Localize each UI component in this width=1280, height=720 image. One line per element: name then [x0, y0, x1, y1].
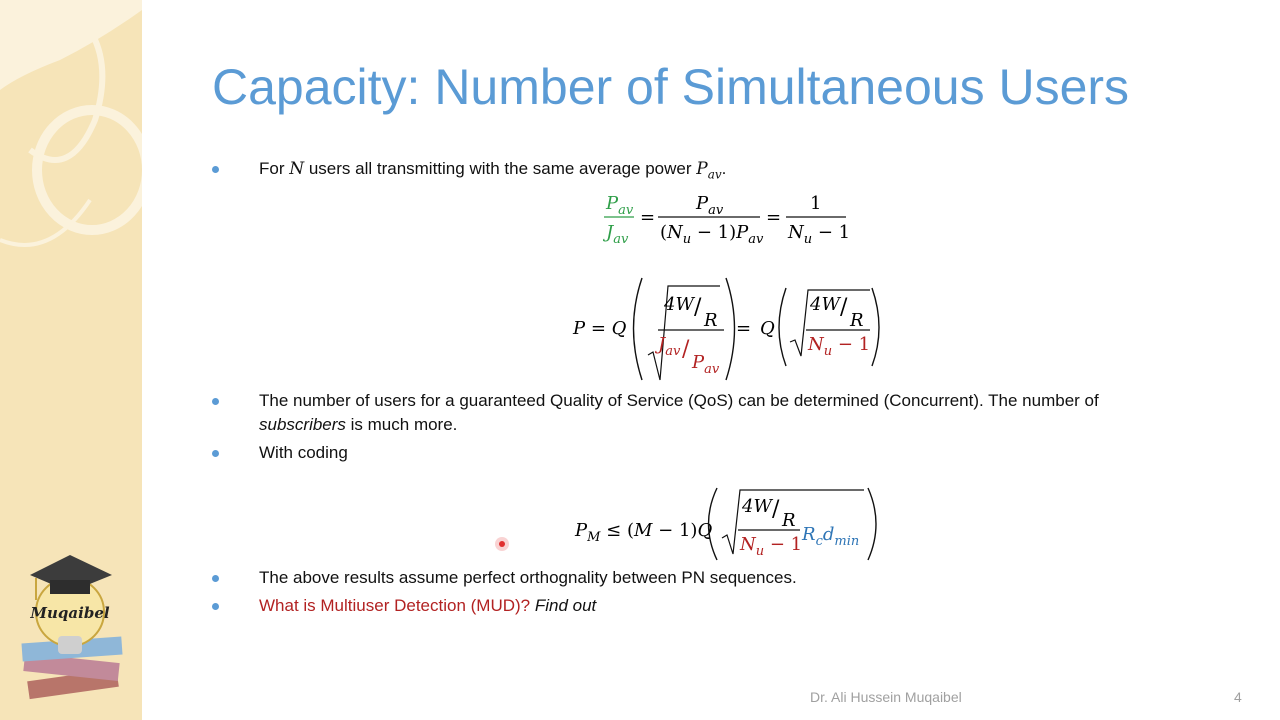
svg-text:R: R: [850, 310, 864, 331]
muqaibel-logo: [0, 0, 142, 720]
page-number: 4: [1234, 689, 1242, 705]
bullet-marker: [212, 166, 219, 173]
equation-coded-error: [572, 484, 892, 564]
bullet-text-1: For N users all transmitting with the same average power $P_{av}$.: [259, 159, 727, 182]
footer-author: Dr. Ali Hussein Muqaibel: [810, 689, 962, 705]
svg-text:(Nu − 1)Pav: $(N_u - 1)P_{av}$: [660, 222, 764, 247]
svg-text:=: =: [736, 318, 752, 339]
svg-text:Nu − 1: $N_u - 1$: [808, 334, 871, 359]
svg-text:4W: 4W: [742, 496, 772, 517]
svg-text:Pav: $P_{av}$: [696, 193, 724, 218]
svg-text:1: 1: [810, 193, 822, 214]
svg-text:=: =: [640, 207, 656, 228]
decorative-sidebar: [0, 0, 142, 720]
svg-text:Q: Q: [760, 318, 775, 339]
bullet-text-5: What is Multiuser Detection (MUD)? Find out: [259, 596, 597, 615]
bullet-marker: [212, 575, 219, 582]
svg-text:/: /: [694, 295, 702, 320]
svg-text:Muqaibel: Muqaibel: [30, 604, 110, 622]
svg-text:R: R: [782, 510, 796, 531]
bullet-marker: [212, 603, 219, 610]
svg-text:Jav: $J_{av}$: [658, 334, 681, 359]
svg-text:/: /: [840, 295, 848, 320]
svg-text:R: R: [704, 310, 718, 331]
svg-text:Rcdmin: $R_cd_{min}$: [802, 524, 860, 549]
svg-text:Pav: $P_{av}$: [606, 193, 634, 218]
svg-text:Nu − 1: $N_u - 1$: [740, 534, 803, 559]
svg-text:P = Q: P = Q: [573, 318, 627, 339]
laser-pointer-icon: [495, 537, 509, 551]
svg-text:/: /: [772, 497, 780, 522]
equation-ratio: [600, 190, 860, 250]
equation-error-probability: [570, 270, 890, 390]
svg-text:/: /: [682, 337, 690, 362]
slide-title: Capacity: Number of Simultaneous Users: [212, 59, 1130, 115]
svg-text:=: =: [766, 207, 782, 228]
svg-text:4W: 4W: [810, 294, 840, 315]
svg-text:Pav: $P_{av}$: [692, 352, 720, 377]
svg-text:PM ≤ (M − 1)Q: $P_M \le (M - 1)Q$: [575, 520, 713, 545]
bullet-text-2: The number of users for a guaranteed Quality of Service (QoS) can be determined (Concurrent). The number of subscribers is much more.: [259, 391, 1099, 434]
svg-text:4W: 4W: [664, 294, 694, 315]
bullet-text-4: The above results assume perfect orthognality between PN sequences.: [259, 568, 797, 587]
svg-text:Nu − 1: $N_u - 1$: [788, 222, 851, 247]
bullet-text-3: With coding: [259, 443, 348, 462]
svg-text:Jav: $J_{av}$: [606, 222, 629, 247]
bullet-marker: [212, 398, 219, 405]
bullet-marker: [212, 450, 219, 457]
